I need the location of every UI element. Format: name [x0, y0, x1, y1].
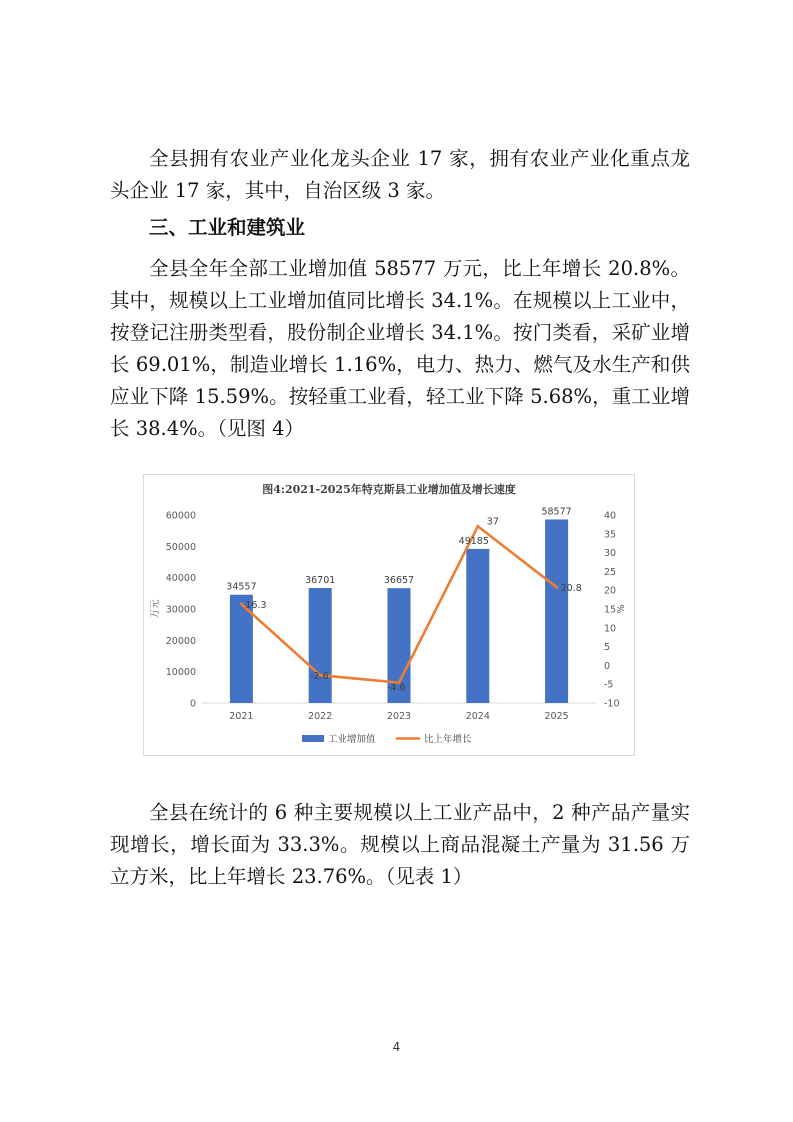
growth-point-2021 [240, 603, 243, 606]
x-tick-label: 2022 [308, 711, 333, 722]
y-right-tick-label: 5 [604, 642, 611, 654]
x-tick-label: 2025 [544, 711, 569, 722]
y-right-tick-label: 40 [604, 510, 617, 522]
y-right-tick-label: 15 [604, 604, 617, 616]
growth-point-2025 [555, 586, 558, 589]
bar-2025 [545, 519, 568, 703]
y-right-tick-label: 20 [604, 585, 617, 597]
line-data-label: -2.6 [310, 671, 329, 683]
growth-point-2024 [476, 525, 479, 528]
paragraph-industry: 全县全年全部工业增加值 58577 万元，比上年增长 20.8%。其中，规模以上工业增加值同比增长 34.1%。在规模以上工业中，按登记注册类型看，股份制企业增长 34.1%。按门类看，采矿业增长 69.01%，制造业增长 1.16%，电力、热力、燃气及水生产和供应业下降 15.59%。按轻重工业看，轻工业下降 5.68%，重工业增长 38.4%。（见图 4） [110, 257, 690, 440]
legend-bar-swatch [302, 735, 324, 742]
y-right-tick-label: 30 [604, 548, 617, 560]
y-left-tick-label: 0 [189, 698, 196, 710]
page-number: 4 [392, 1040, 401, 1054]
y-right-tick-label: 10 [604, 623, 617, 635]
line-data-label: 37 [486, 516, 499, 528]
y-right-axis-title: % [616, 604, 627, 614]
legend-line-label: 比上年增长 [424, 734, 472, 745]
y-right-tick-label: 35 [604, 529, 617, 541]
line-data-label: 20.8 [560, 583, 582, 595]
paragraph-agriculture: 全县拥有农业产业化龙头企业 17 家，拥有农业产业化重点龙头企业 17 家，其中，自治区级 3 家。 [110, 147, 690, 202]
bar-data-label: 34557 [226, 581, 257, 593]
y-left-tick-label: 50000 [165, 541, 196, 553]
chart-title: 图4:2021-2025年特克斯县工业增加值及增长速度 [262, 483, 516, 496]
line-data-label: 16.3 [245, 600, 267, 612]
y-right-tick-label: 0 [604, 660, 611, 672]
bar-data-label: 58577 [541, 506, 572, 518]
chart-figure-4 [143, 474, 635, 756]
section-heading: 三、工业和建筑业 [149, 216, 306, 239]
y-right-tick-label: 25 [604, 566, 617, 578]
bar-data-label: 36657 [383, 575, 415, 587]
bar-2022 [309, 588, 332, 703]
line-data-label: -4.6 [387, 682, 406, 694]
bar-data-label: 36701 [305, 575, 336, 587]
y-left-axis-title: 万元 [150, 599, 161, 619]
bar-data-label: 49185 [458, 535, 489, 547]
y-left-tick-label: 60000 [165, 510, 196, 522]
x-tick-label: 2021 [229, 711, 254, 722]
x-tick-label: 2024 [465, 711, 490, 722]
chart-svg [144, 475, 634, 755]
bar-2024 [466, 549, 489, 703]
x-tick-label: 2023 [386, 711, 412, 722]
y-left-tick-label: 20000 [165, 635, 196, 647]
y-left-tick-label: 10000 [165, 667, 196, 679]
legend-bar-label: 工业增加值 [328, 734, 376, 745]
y-left-tick-label: 30000 [165, 604, 196, 616]
y-right-tick-label: -10 [604, 698, 620, 710]
paragraph-products: 全县在统计的 6 种主要规模以上工业产品中，2 种产品产量实现增长，增长面为 33.3%。规模以上商品混凝土产量为 31.56 万立方米，比上年增长 23.76%。（见表 1） [110, 801, 690, 888]
y-right-tick-label: -5 [604, 679, 614, 691]
y-left-tick-label: 40000 [165, 573, 196, 585]
